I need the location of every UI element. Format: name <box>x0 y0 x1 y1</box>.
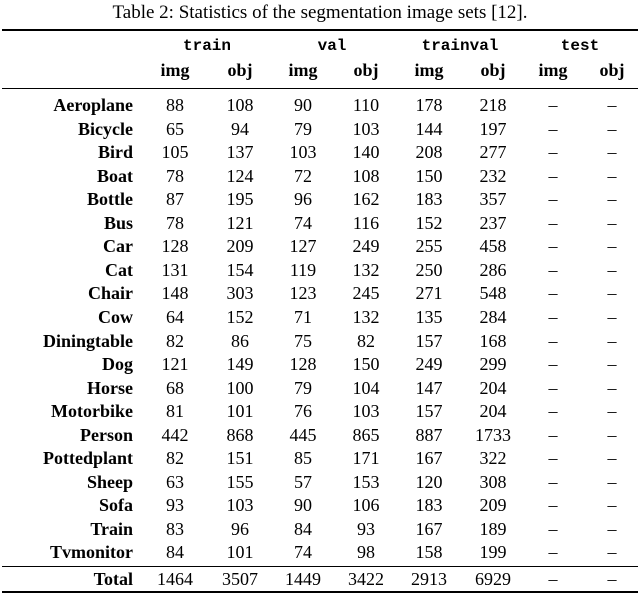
header-rule <box>2 88 638 89</box>
table-row-pottedplant-trainval-obj: 322 <box>479 448 507 468</box>
table-row-cat-trainval-obj: 286 <box>479 260 507 280</box>
table-row-person-val-img: 445 <box>289 425 317 445</box>
table-row-tvmonitor-label: Tvmonitor <box>50 542 133 562</box>
table-row-tvmonitor-val-obj: 98 <box>357 542 375 562</box>
table-row-aeroplane-trainval-img: 178 <box>415 95 443 115</box>
subheader-train-img: img <box>160 60 190 80</box>
table-row-aeroplane-train-obj: 108 <box>226 95 254 115</box>
table-row-bird-val-img: 103 <box>289 142 317 162</box>
total-row-test-obj: – <box>607 569 617 589</box>
table-row-pottedplant-test-obj: – <box>607 448 617 468</box>
table-row-bottle-label: Bottle <box>87 189 133 209</box>
table-row-person-trainval-img: 887 <box>415 425 443 445</box>
total-row-val-obj: 3422 <box>348 569 384 589</box>
table-row-cow-test-img: – <box>548 307 558 327</box>
table-row-tvmonitor-trainval-obj: 199 <box>479 542 507 562</box>
group-header-test: test <box>560 37 600 55</box>
table-row-sheep-trainval-img: 120 <box>415 472 443 492</box>
subheader-val-obj: obj <box>353 60 379 80</box>
table-row-train-train-obj: 96 <box>231 519 249 539</box>
table-row-sofa-label: Sofa <box>98 495 133 515</box>
total-row-val-img: 1449 <box>285 569 321 589</box>
table-row-bus-label: Bus <box>103 213 133 233</box>
table-row-car-val-obj: 249 <box>352 236 380 256</box>
table-row-bird-train-obj: 137 <box>226 142 254 162</box>
table-row-motorbike-train-img: 81 <box>166 401 184 421</box>
total-rule <box>2 566 638 567</box>
table-row-bird-train-img: 105 <box>161 142 189 162</box>
table-row-bicycle-train-img: 65 <box>166 119 184 139</box>
table-row-bicycle-val-img: 79 <box>294 119 312 139</box>
table-row-cat-trainval-img: 250 <box>415 260 443 280</box>
table-row-sofa-test-obj: – <box>607 495 617 515</box>
table-row-bicycle-trainval-obj: 197 <box>479 119 507 139</box>
top-rule <box>2 29 638 31</box>
table-row-horse-val-img: 79 <box>294 378 312 398</box>
table-row-cat-label: Cat <box>105 260 133 280</box>
table-row-cat-val-img: 119 <box>289 260 317 280</box>
table-row-cow-train-img: 64 <box>166 307 184 327</box>
total-row-train-img: 1464 <box>157 569 193 589</box>
table-row-dog-trainval-obj: 299 <box>479 354 507 374</box>
total-row-train-obj: 3507 <box>222 569 258 589</box>
table-row-dog-train-obj: 149 <box>226 354 254 374</box>
table-row-pottedplant-train-img: 82 <box>166 448 184 468</box>
table-row-bus-val-img: 74 <box>294 213 312 233</box>
table-row-boat-train-obj: 124 <box>226 166 254 186</box>
table-row-dog-test-obj: – <box>607 354 617 374</box>
table-row-cow-train-obj: 152 <box>226 307 254 327</box>
table-row-cow-label: Cow <box>98 307 133 327</box>
table-row-sofa-val-img: 90 <box>294 495 312 515</box>
table-row-boat-test-obj: – <box>607 166 617 186</box>
table-row-pottedplant-val-img: 85 <box>294 448 312 468</box>
table-row-boat-trainval-obj: 232 <box>479 166 507 186</box>
table-row-chair-label: Chair <box>88 283 133 303</box>
table-row-dog-test-img: – <box>548 354 558 374</box>
table-row-boat-val-obj: 108 <box>352 166 380 186</box>
table-row-person-trainval-obj: 1733 <box>475 425 511 445</box>
table-row-bottle-test-img: – <box>548 189 558 209</box>
table-row-sheep-test-img: – <box>548 472 558 492</box>
table-row-sofa-val-obj: 106 <box>352 495 380 515</box>
table-row-aeroplane-val-obj: 110 <box>352 95 380 115</box>
group-header-val: val <box>317 37 347 55</box>
table-row-train-val-img: 84 <box>294 519 312 539</box>
table-row-boat-label: Boat <box>97 166 133 186</box>
subheader-trainval-obj: obj <box>480 60 506 80</box>
table-row-motorbike-train-obj: 101 <box>226 401 254 421</box>
table-row-pottedplant-val-obj: 171 <box>352 448 380 468</box>
table-row-bird-label: Bird <box>97 142 133 162</box>
table-row-diningtable-train-obj: 86 <box>231 331 249 351</box>
table-row-horse-train-obj: 100 <box>226 378 254 398</box>
table-row-motorbike-val-img: 76 <box>294 401 312 421</box>
table-row-bicycle-label: Bicycle <box>78 119 133 139</box>
group-header-trainval: trainval <box>421 37 499 55</box>
table-row-dog-train-img: 121 <box>161 354 189 374</box>
table-row-chair-train-obj: 303 <box>226 283 254 303</box>
table-row-car-trainval-img: 255 <box>415 236 443 256</box>
table-row-bus-val-obj: 116 <box>352 213 380 233</box>
table-row-train-label: Train <box>90 519 133 539</box>
table-row-cat-train-img: 131 <box>161 260 189 280</box>
table-row-car-test-img: – <box>548 236 558 256</box>
table-row-sheep-val-obj: 153 <box>352 472 380 492</box>
table-row-bottle-train-img: 87 <box>166 189 184 209</box>
table-row-sofa-train-img: 93 <box>166 495 184 515</box>
table-row-chair-train-img: 148 <box>161 283 189 303</box>
table-row-bottle-train-obj: 195 <box>226 189 254 209</box>
table-row-aeroplane-test-img: – <box>548 95 558 115</box>
table-row-bus-test-img: – <box>548 213 558 233</box>
subheader-trainval-img: img <box>414 60 444 80</box>
total-row-trainval-obj: 6929 <box>475 569 511 589</box>
total-row-trainval-img: 2913 <box>411 569 447 589</box>
table-row-motorbike-val-obj: 103 <box>352 401 380 421</box>
table-row-diningtable-trainval-img: 157 <box>415 331 443 351</box>
subheader-test-obj: obj <box>599 60 625 80</box>
table-row-train-trainval-img: 167 <box>415 519 443 539</box>
table-row-chair-test-obj: – <box>607 283 617 303</box>
table-row-dog-val-obj: 150 <box>352 354 380 374</box>
table-row-sofa-train-obj: 103 <box>226 495 254 515</box>
table-row-chair-trainval-img: 271 <box>415 283 443 303</box>
table-row-pottedplant-trainval-img: 167 <box>415 448 443 468</box>
table-row-aeroplane-label: Aeroplane <box>53 95 133 115</box>
table-row-pottedplant-test-img: – <box>548 448 558 468</box>
table-row-horse-train-img: 68 <box>166 378 184 398</box>
table-row-diningtable-val-img: 75 <box>294 331 312 351</box>
table-row-train-val-obj: 93 <box>357 519 375 539</box>
table-row-bird-test-obj: – <box>607 142 617 162</box>
table-row-bicycle-test-obj: – <box>607 119 617 139</box>
table-row-pottedplant-train-obj: 151 <box>226 448 254 468</box>
table-row-diningtable-train-img: 82 <box>166 331 184 351</box>
table-row-bird-trainval-obj: 277 <box>479 142 507 162</box>
table-row-boat-test-img: – <box>548 166 558 186</box>
table-row-diningtable-val-obj: 82 <box>357 331 375 351</box>
table-row-person-label: Person <box>80 425 133 445</box>
table-row-boat-trainval-img: 150 <box>415 166 443 186</box>
table-row-diningtable-trainval-obj: 168 <box>479 331 507 351</box>
table-row-train-test-obj: – <box>607 519 617 539</box>
table-row-cat-train-obj: 154 <box>226 260 254 280</box>
table-row-boat-train-img: 78 <box>166 166 184 186</box>
table-row-motorbike-label: Motorbike <box>51 401 133 421</box>
table-row-bicycle-test-img: – <box>548 119 558 139</box>
table-row-chair-test-img: – <box>548 283 558 303</box>
table-row-bottle-val-img: 96 <box>294 189 312 209</box>
table-row-person-test-img: – <box>548 425 558 445</box>
table-row-motorbike-trainval-img: 157 <box>415 401 443 421</box>
table-row-tvmonitor-test-img: – <box>548 542 558 562</box>
table-row-sofa-test-img: – <box>548 495 558 515</box>
table-row-motorbike-test-obj: – <box>607 401 617 421</box>
table-row-tvmonitor-trainval-img: 158 <box>415 542 443 562</box>
table-row-car-test-obj: – <box>607 236 617 256</box>
table-row-train-trainval-obj: 189 <box>479 519 507 539</box>
subheader-train-obj: obj <box>227 60 253 80</box>
table-row-person-train-img: 442 <box>161 425 189 445</box>
table-row-horse-test-img: – <box>548 378 558 398</box>
table-row-pottedplant-label: Pottedplant <box>43 448 133 468</box>
table-row-diningtable-label: Diningtable <box>42 331 133 351</box>
table-row-horse-label: Horse <box>87 378 133 398</box>
table-row-sofa-trainval-img: 183 <box>415 495 443 515</box>
table-row-person-test-obj: – <box>607 425 617 445</box>
table-row-cow-val-obj: 132 <box>352 307 380 327</box>
table-row-sheep-label: Sheep <box>86 472 133 492</box>
table-row-bottle-trainval-img: 183 <box>415 189 443 209</box>
subheader-test-img: img <box>538 60 568 80</box>
table-row-sheep-trainval-obj: 308 <box>479 472 507 492</box>
table-row-bicycle-train-obj: 94 <box>231 119 249 139</box>
table-row-horse-test-obj: – <box>607 378 617 398</box>
table-row-bottle-trainval-obj: 357 <box>479 189 507 209</box>
table-row-bottle-val-obj: 162 <box>352 189 380 209</box>
table-row-aeroplane-val-img: 90 <box>294 95 312 115</box>
table-row-cat-test-img: – <box>548 260 558 280</box>
table-row-bus-train-obj: 121 <box>226 213 254 233</box>
group-header-train: train <box>182 37 231 55</box>
table-row-diningtable-test-img: – <box>548 331 558 351</box>
table-row-sheep-test-obj: – <box>607 472 617 492</box>
table-row-cat-test-obj: – <box>607 260 617 280</box>
subheader-val-img: img <box>288 60 318 80</box>
table-row-car-train-obj: 209 <box>226 236 254 256</box>
table-row-boat-val-img: 72 <box>294 166 312 186</box>
table-row-bicycle-val-obj: 103 <box>352 119 380 139</box>
table-row-dog-label: Dog <box>102 354 133 374</box>
table-row-motorbike-test-img: – <box>548 401 558 421</box>
table-row-cow-val-img: 71 <box>294 307 312 327</box>
table-row-sheep-train-obj: 155 <box>226 472 254 492</box>
table-row-bottle-test-obj: – <box>607 189 617 209</box>
table-row-bicycle-trainval-img: 144 <box>415 119 443 139</box>
table-row-tvmonitor-test-obj: – <box>607 542 617 562</box>
total-row-test-img: – <box>548 569 558 589</box>
table-row-chair-val-img: 123 <box>289 283 317 303</box>
table-row-sheep-val-img: 57 <box>294 472 312 492</box>
table-row-horse-val-obj: 104 <box>352 378 380 398</box>
table-row-person-train-obj: 868 <box>226 425 254 445</box>
table-row-bus-trainval-img: 152 <box>415 213 443 233</box>
table-row-sheep-train-img: 63 <box>166 472 184 492</box>
table-row-bus-trainval-obj: 237 <box>479 213 507 233</box>
table-row-sofa-trainval-obj: 209 <box>479 495 507 515</box>
table-row-motorbike-trainval-obj: 204 <box>479 401 507 421</box>
table-row-car-trainval-obj: 458 <box>479 236 507 256</box>
table-row-chair-val-obj: 245 <box>352 283 380 303</box>
table-row-diningtable-test-obj: – <box>607 331 617 351</box>
table-row-car-train-img: 128 <box>161 236 189 256</box>
table-row-cow-trainval-img: 135 <box>415 307 443 327</box>
table-row-train-train-img: 83 <box>166 519 184 539</box>
table-row-bird-trainval-img: 208 <box>415 142 443 162</box>
table-row-dog-trainval-img: 249 <box>415 354 443 374</box>
table-row-cow-test-obj: – <box>607 307 617 327</box>
table-row-car-val-img: 127 <box>289 236 317 256</box>
table-row-bus-train-img: 78 <box>166 213 184 233</box>
table-row-tvmonitor-train-obj: 101 <box>226 542 254 562</box>
table-row-horse-trainval-obj: 204 <box>479 378 507 398</box>
table-row-train-test-img: – <box>548 519 558 539</box>
table-row-chair-trainval-obj: 548 <box>479 283 507 303</box>
table-row-bus-test-obj: – <box>607 213 617 233</box>
table-row-cat-val-obj: 132 <box>352 260 380 280</box>
table-row-person-val-obj: 865 <box>352 425 380 445</box>
total-row-label: Total <box>93 569 133 589</box>
table-row-dog-val-img: 128 <box>289 354 317 374</box>
table-row-aeroplane-trainval-obj: 218 <box>479 95 507 115</box>
bottom-rule <box>2 591 638 593</box>
table-row-cow-trainval-obj: 284 <box>479 307 507 327</box>
table-row-bird-val-obj: 140 <box>352 142 380 162</box>
table-row-bird-test-img: – <box>548 142 558 162</box>
table-row-tvmonitor-val-img: 74 <box>294 542 312 562</box>
table-row-car-label: Car <box>103 236 133 256</box>
table-row-aeroplane-test-obj: – <box>607 95 617 115</box>
table-row-horse-trainval-img: 147 <box>415 378 443 398</box>
table-row-tvmonitor-train-img: 84 <box>166 542 184 562</box>
table-row-aeroplane-train-img: 88 <box>166 95 184 115</box>
table-caption: Table 2: Statistics of the segmentation image sets [12]. <box>112 2 528 23</box>
